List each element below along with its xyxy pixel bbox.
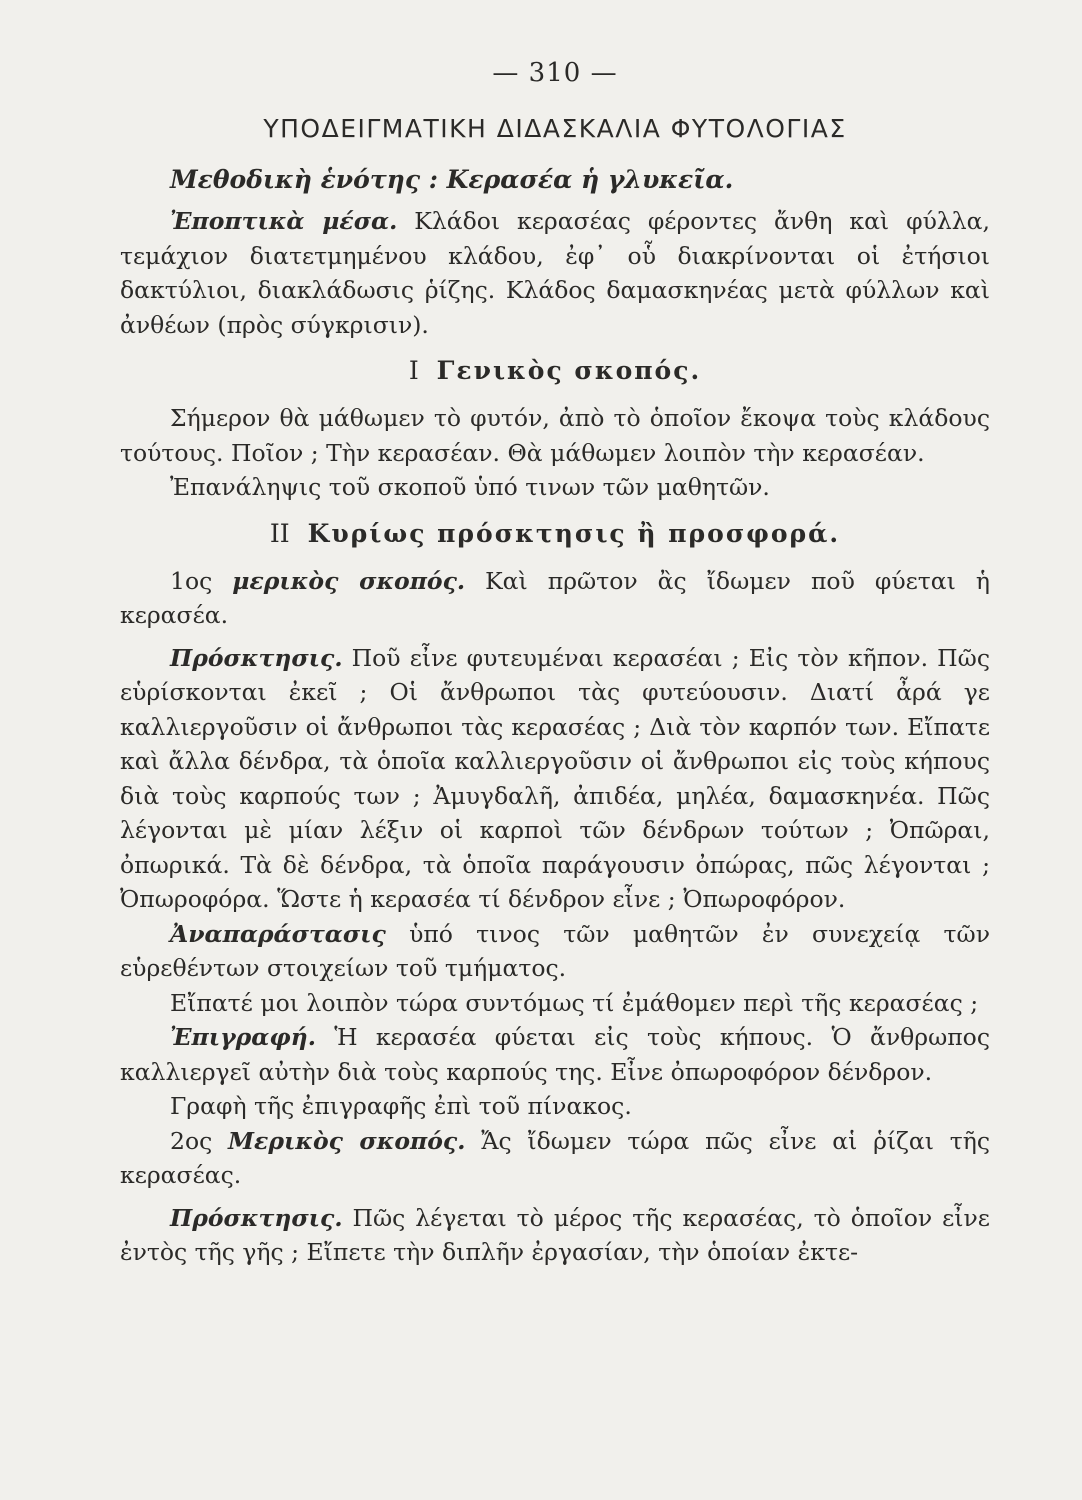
acquisition-2-label: Πρόσκτησις. [170, 1203, 343, 1232]
visual-aids-paragraph [120, 204, 990, 342]
reproduction-label: Ἀναπαράστασις [170, 919, 386, 948]
visual-aids-label: Ἐποπτικὰ μέσα. [170, 207, 398, 235]
section-acquisition [120, 519, 990, 548]
acquisition-1-text: Ποῦ εἶνε φυτευμέναι κερασέαι ; Εἰς τὸν κῆπον. Πῶς εὑρίσκονται ἐκεῖ ; Οἱ ἄνθρωποι τὰς φυτεύουσιν. Διατί ἆρά γε καλλιεργοῦσιν οἱ ἄνθρωποι τὰς κερασέας ; Διὰ τὸν καρπόν των. Εἴπατε καὶ ἄλλα δένδρα, τὰ ὁποῖα καλλιεργοῦσιν οἱ ἄνθρωποι εἰς τοὺς κήπους διὰ τοὺς καρπούς των ; Ἀμυγδαλῆ, ἀπιδέα, μηλέα, δαμασκηνέα. Πῶς λέγονται μὲ μίαν λέξιν οἱ καρποὶ τῶν δένδρων τούτων ; Ὀπῶραι, ὀπωρικά. Τὰ δὲ δένδρα, τὰ ὁποῖα παράγουσιν ὀπώρας, πῶς λέγονται ; Ὀπωροφόρα. Ὥστε ἡ κερασέα τί δένδρον εἶνε ; Ὀπωροφόρον. [120, 643, 990, 913]
partial-aim-1-label: μερικὸς σκοπός. [232, 566, 466, 595]
inscription [120, 1020, 990, 1089]
visual-aids-text: Κλάδοι κερασέας φέροντες ἄνθη καὶ φύλλα, τεμάχιον διατετμημένου κλάδου, ἐφ᾽ οὗ διακρίνονται οἱ ἐτήσιοι δακτύλιοι, διακλάδωσις ῥίζης. Κλάδος δαμασκηνέας μετὰ φύλλων καὶ ἀνθέων (πρὸς σύγκρισιν). [120, 207, 990, 339]
partial-aim-1-prefix: 1ος [170, 566, 233, 595]
page-number: — 310 — [492, 58, 618, 88]
reproduction-text: ὑπό τινος τῶν μαθητῶν ἐν συνεχείᾳ τῶν εὑρεθέντων στοιχείων τοῦ τμήματος. [120, 919, 990, 982]
section-title: Κυρίως πρόσκτησις ἢ προσφορά. [307, 518, 841, 548]
unit-title: Μεθοδικὴ ἑνότης : Κερασέα ἡ γλυκεῖα. [170, 165, 734, 194]
acquisition-2 [120, 1201, 990, 1270]
partial-aim-2-label: Μερικὸς σκοπός. [228, 1126, 466, 1155]
aim-repetition-paragraph: Ἐπανάληψις τοῦ σκοποῦ ὑπό τινων τῶν μαθητῶν. [170, 473, 770, 501]
reproduction [120, 917, 990, 986]
chapter-heading: ΥΠΟΔΕΙΓΜΑΤΙΚΗ ΔΙΔΑΣΚΑΛΙΑ ΦΥΤΟΛΟΓΙΑΣ [263, 114, 847, 143]
partial-aim-2-text: Ἄς ἴδωμεν τώρα πῶς εἶνε αἱ ῥίζαι τῆς κερασέας. [120, 1126, 990, 1189]
inscription-note: Γραφὴ τῆς ἐπιγραφῆς ἐπὶ τοῦ πίνακος. [170, 1092, 632, 1120]
section-numeral: II [269, 518, 290, 548]
acquisition-2-text: Πῶς λέγεται τὸ μέρος τῆς κερασέας, τὸ ὁποῖον εἶνε ἐντὸς τῆς γῆς ; Εἴπετε τὴν διπλῆν ἐργασίαν, τὴν ὁποίαν ἐκτε- [120, 1203, 990, 1266]
section-general-aim [120, 356, 990, 385]
partial-aim-1-text: Καὶ πρῶτον ἂς ἴδωμεν ποῦ φύεται ἡ κερασέα. [120, 566, 990, 629]
partial-aim-2-prefix: 2ος [170, 1126, 229, 1155]
partial-aim-2 [120, 1124, 990, 1193]
acquisition-1 [120, 641, 990, 917]
acquisition-1-label: Πρόσκτησις. [170, 643, 343, 672]
inscription-label: Ἐπιγραφή. [170, 1023, 316, 1051]
partial-aim-1 [120, 564, 990, 633]
aim-paragraph: Σήμερον θὰ μάθωμεν τὸ φυτόν, ἀπὸ τὸ ὁποῖον ἔκοψα τοὺς κλάδους τούτους. Ποῖον ; Τὴν κερασέαν. Θὰ μάθωμεν λοιπὸν τὴν κερασέαν. [120, 404, 990, 467]
section-title: Γενικὸς σκοπός. [436, 356, 702, 385]
section-numeral: I [408, 356, 419, 385]
inscription-text: Ἡ κερασέα φύεται εἰς τοὺς κήπους. Ὁ ἄνθρωπος καλλιεργεῖ αὐτὴν διὰ τοὺς καρπούς της. Εἶνε ὀπωροφόρον δένδρον. [120, 1023, 990, 1086]
reproduction-question: Εἴπατέ μοι λοιπὸν τώρα συντόμως τί ἐμάθομεν περὶ τῆς κερασέας ; [170, 988, 979, 1017]
page [120, 58, 990, 1270]
